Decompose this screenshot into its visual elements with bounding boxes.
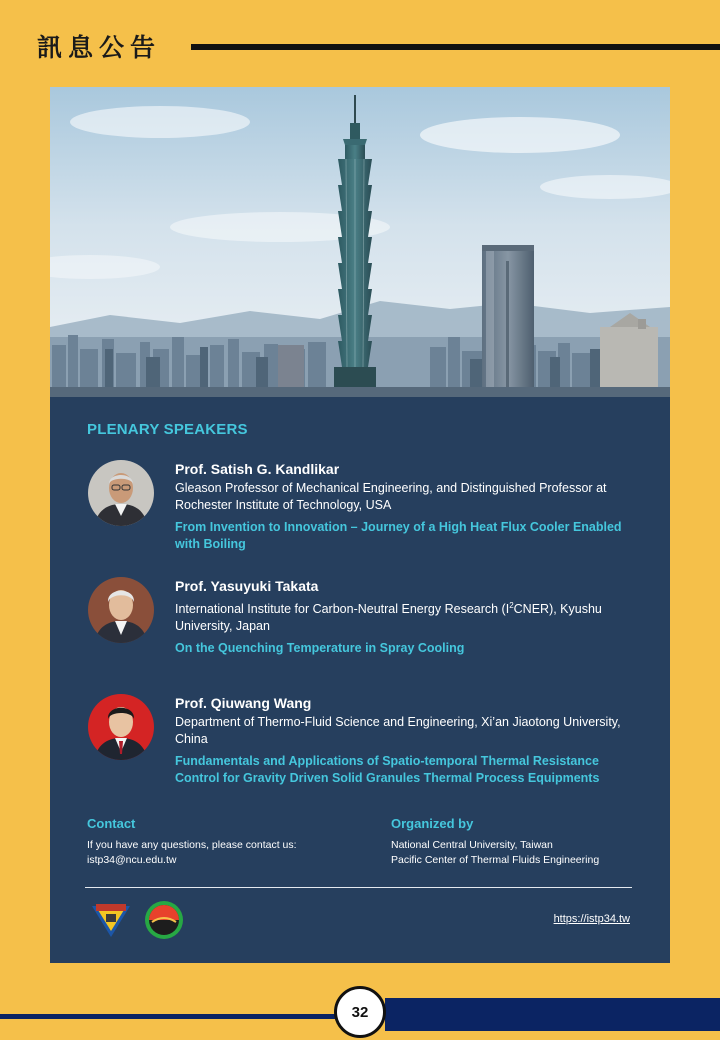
section-title: PLENARY SPEAKERS: [87, 421, 248, 438]
page-header-title: 訊息公告: [37, 33, 162, 62]
organizer-logos: [90, 900, 190, 940]
speaker-photo: [88, 694, 154, 760]
talk-title: From Invention to Innovation – Journey of a High Heat Flux Cooler Enabled with Boiling: [175, 520, 622, 551]
contact-text: If you have any questions, please contact us:: [87, 839, 297, 851]
divider: [85, 887, 632, 888]
speaker-name: Prof. Qiuwang Wang: [175, 695, 312, 711]
footer-band: [385, 998, 720, 1031]
ncu-logo-icon: [92, 904, 130, 937]
ptfe-logo-icon: [145, 901, 183, 939]
footer-line: [0, 1014, 335, 1019]
contact-block: [87, 815, 377, 868]
talk-title: Fundamentals and Applications of Spatio-temporal Thermal Resistance Control for Gravity Driven Solid Granules Thermal Process Equipments: [175, 754, 600, 785]
talk-title: On the Quenching Temperature in Spray Cooling: [175, 641, 465, 656]
header-rule: [191, 44, 720, 50]
organizer-line: Pacific Center of Thermal Fluids Engineering: [391, 854, 600, 866]
taipei-skyline-photo: [50, 87, 670, 397]
contact-email[interactable]: istp34@ncu.edu.tw: [87, 854, 177, 866]
speaker-affiliation: Gleason Professor of Mechanical Engineering, and Distinguished Professor at Rochester Institute of Technology, USA: [175, 481, 607, 512]
speaker-photo: [88, 460, 154, 526]
speaker-name: Prof. Satish G. Kandlikar: [175, 461, 340, 477]
speakers-panel: [50, 397, 670, 963]
website-link[interactable]: https://istp34.tw: [553, 913, 630, 925]
contact-heading: Contact: [87, 816, 136, 831]
organizer-heading: Organized by: [391, 816, 474, 831]
speaker-affiliation: Department of Thermo-Fluid Science and Engineering, Xi’an Jiaotong University, China: [175, 715, 621, 746]
organizer-line: National Central University, Taiwan: [391, 839, 553, 851]
speaker-name: Prof. Yasuyuki Takata: [175, 578, 319, 594]
conference-poster: [50, 87, 670, 963]
page-number: 32: [334, 986, 386, 1038]
organizer-block: [391, 815, 641, 868]
speaker-photo: [88, 577, 154, 643]
speaker-affiliation: International Institute for Carbon-Neutral Energy Research $(I^2CNER)$, Kyushu University, Japan: [175, 601, 602, 634]
